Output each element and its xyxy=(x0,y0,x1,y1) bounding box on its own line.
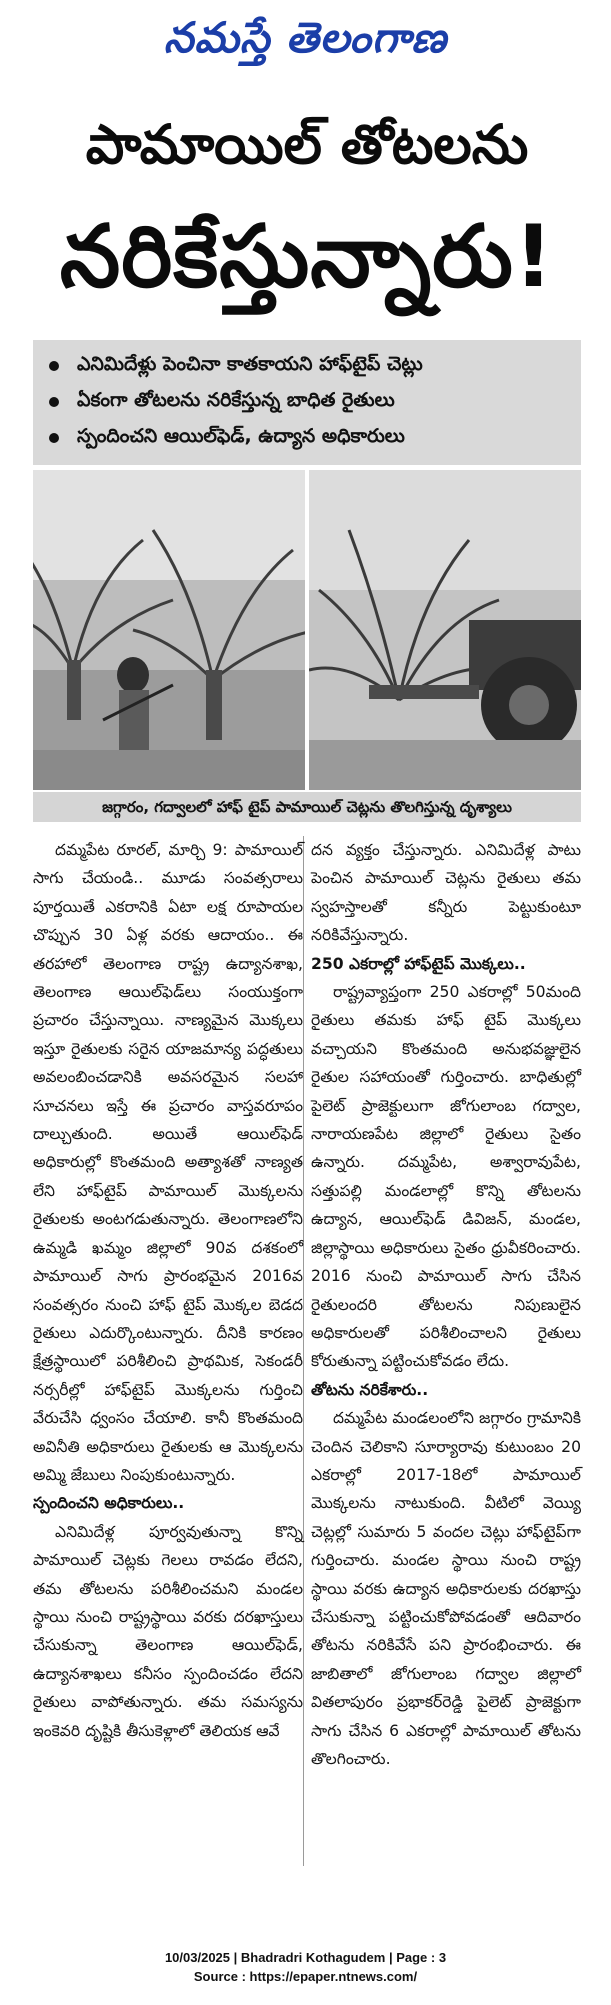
highlight-text: ఎనిమిదేళ్లు పెంచినా కాతకాయని హాఫ్‌టైప్ చెట్లు xyxy=(77,352,423,375)
highlight-text: స్పందించని ఆయిల్‌ఫెడ్, ఉద్యాన అధికారులు xyxy=(77,424,405,447)
photo-farmer-cutting-palm xyxy=(33,470,305,790)
article-paragraph: రాష్ట్రవ్యాప్తంగా 250 ఎకరాల్లో 50మంది రైతులు తమకు హాఫ్ టైప్ మొక్కలు వచ్చాయని కొంతమంది అనుభవజ్ఞులైన రైతుల సహాయంతో గుర్తించారు. బాధితుల్లో పైలెట్ ప్రాజెక్టులుగా జోగులాంబ గద్వాల, నారాయణపేట జిల్లాలో రైతులు సైతం ఉన్నారు. దమ్మపేట, అశ్వారావుపేట, సత్తుపల్లి మండలాల్లో కొన్ని తోటలను ఉద్యాన, ఆయిల్‌ఫెడ్ డివిజన్, మండల, జిల్లాస్థాయి అధికారులు సైతం ధ్రువీకరించారు. 2016 నుంచి పామాయిల్ సాగు చేసిన రైతులందరి తోటలను నిపుణులైన అధికారులతో పరిశీలించాలని రైతులు కోరుతున్నా పట్టించుకోవడం లేదు. xyxy=(311,983,581,1371)
highlight-item xyxy=(43,384,571,420)
article-subheading: స్పందించని అధికారులు.. xyxy=(33,1494,185,1513)
palm-plantation-image xyxy=(33,470,305,790)
photo-tractor-uprooting-palm xyxy=(309,470,581,790)
highlight-item xyxy=(43,348,571,384)
article-paragraph: దమ్మపేట రూరల్, మార్చి 9: పామాయిల్ సాగు చేయండి.. మూడు సంవత్సరాలు పూర్తయితే ఎకరానికి ఏటా లక్ష రూపాయల చొప్పున 30 ఏళ్ల వరకు ఆదాయం.. ఈ తరహాలో తెలంగాణ రాష్ట్ర ఉద్యానశాఖ, తెలంగాణ ఆయిల్‌ఫెడ్‌లు సంయుక్తంగా ప్రచారం చేస్తున్నాయి. నాణ్యమైన మొక్కలు ఇస్తూ రైతులకు సరైన యాజమాన్య పద్ధతులు అవలంబించడానికి అవసరమైన సలహా సూచనలు ఇస్తే ఈ ప్రచారం వాస్తవరూపం దాల్చుతుంది. అయితే ఆయిల్‌ఫెడ్ అధికారుల్లో కొంతమంది అత్యాశతో నాణ్యత లేని హాఫ్‌టైప్ పామాయిల్ మొక్కలను రైతులకు అంటగడుతున్నారు. తెలంగాణలోని ఉమ్మడి ఖమ్మం జిల్లాలో 90వ దశకంలో పామాయిల్ సాగు ప్రారంభమైన 2016వ సంవత్సరం నుంచి హాఫ్ టైప్ మొక్కల బెడద రైతులు ఎదుర్కొంటున్నారు. దీనికి కారణం క్షేత్రస్థాయిలో పరిశీలించి ప్రాథమిక, సెకండరీ నర్సరీల్లో హాఫ్‌టైప్ మొక్కలను గుర్తించి వేరుచేసి ధ్వంసం చేయాలి. కానీ కొంతమంది అవినీతి అధికారులు రైతులకు ఆ మొక్కలను అమ్మి జేబులు నింపుకుంటున్నారు. xyxy=(33,841,303,1484)
masthead xyxy=(0,0,611,76)
page-footer xyxy=(0,1948,611,1986)
tractor-image xyxy=(309,470,581,790)
article-paragraph: దమ్మపేట మండలంలోని జగ్గారం గ్రామానికి చెందిన చెలికాని సూర్యారావు కుటుంబం 20 ఎకరాల్లో 2017-18లో పామాయిల్ మొక్కలను నాటుకుంది. వీటిలో వెయ్యి చెట్లల్లో సుమారు 5 వందల చెట్లు హాఫ్‌టైప్‌గా గుర్తించారు. మండల స్థాయి నుంచి రాష్ట్ర స్థాయి వరకు ఉద్యాన అధికారులకు దరఖాస్తు చేసుకున్నా పట్టించుకోపోవడంతో ఆదివారం తోటను నరికివేసే పని ప్రారంభించారు. ఈ జాబితాలో జోగులాంబ గద్వాల జిల్లాలో వితలాపురం ప్రభాకర్‌రెడ్డి పైలెట్ ప్రాజెక్టుగా సాగు చేసిన 6 ఎకరాల్లో పామాయిల్ తోటను తొలగించారు. xyxy=(311,1409,581,1768)
source-link[interactable]: Source : https://epaper.ntnews.com/ xyxy=(193,1969,418,1984)
article-column-right xyxy=(311,836,581,1773)
article-paragraph: ఎనిమిదేళ్ల పూర్వవుతున్నా కొన్ని పామాయిల్ చెట్లకు గెలలు రావడం లేదని, తమ తోటలను పరిశీలించమని మండల స్థాయి నుంచి రాష్ట్రస్థాయి వరకు దరఖాస్తులు చేసుకున్నా తెలంగాణ ఆయిల్‌ఫెడ్, ఉద్యానశాఖలు కనీసం స్పందించడం లేదని రైతులు వాపోతున్నారు. తమ సమస్యను ఇంకెవరి దృష్టికి తీసుకెళ్లాలో తెలియక ఆవే xyxy=(33,1522,303,1740)
column-divider xyxy=(303,836,304,1866)
photo-strip xyxy=(33,470,581,790)
bullet-icon xyxy=(49,433,59,443)
article-subheading: తోటను నరికేశారు.. xyxy=(311,1380,429,1399)
highlights-box xyxy=(33,340,581,465)
bullet-icon xyxy=(49,397,59,407)
photo-caption: జగ్గారం, గద్వాలలో హాఫ్ టైప్ పామాయిల్ చెట్లను తొలగిస్తున్న దృశ్యాలు xyxy=(33,792,581,822)
highlight-item xyxy=(43,420,571,456)
headline-line-2: నరికేస్తున్నారు! xyxy=(59,207,555,307)
bullet-icon xyxy=(49,361,59,371)
article-column-left xyxy=(33,836,303,1745)
article-paragraph-continued: దన వ్యక్తం చేస్తున్నారు. ఎనిమిదేళ్ల పాటు పెంచిన పామాయిల్ చెట్లను రైతులు తమ స్వహస్తాలతో కన్నీరు పెట్టుకుంటూ నరికివేస్తున్నారు. xyxy=(311,841,581,945)
headline-line-1: పామాయిల్ తోటలను xyxy=(85,113,529,176)
newspaper-logo: నమస్తే తెలంగాణ xyxy=(163,13,448,62)
highlight-text: ఏకంగా తోటలను నరికేస్తున్న బాధిత రైతులు xyxy=(77,388,395,411)
edition-info: 10/03/2025 | Bhadradri Kothagudem | Page : 3 xyxy=(164,1950,447,1965)
article-subheading: 250 ఎకరాల్లో హాఫ్‌టైప్ మొక్కలు.. xyxy=(311,954,526,973)
